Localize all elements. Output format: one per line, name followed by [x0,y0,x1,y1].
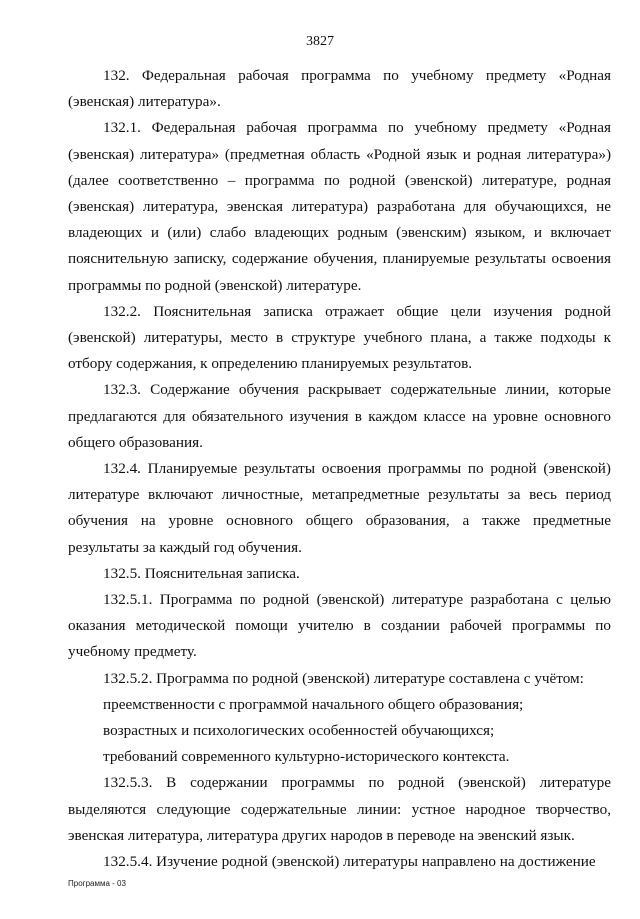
paragraph-132-2: 132.2. Пояснительная записка отражает общие цели изучения родной (эвенской) литературы, место в структуре учебного плана, а также подходы к отбору содержания, к определению планируемых результатов. [68,302,611,373]
paragraph-132-3: 132.3. Содержание обучения раскрывает содержательные линии, которые предлагаются для обязательного изучения в каждом классе на уровне основного общего образования. [68,381,611,451]
list-item: требований современного культурно-исторического контекста. [103,748,510,766]
list-item: преемственности с программой начального общего образования; [103,695,524,713]
paragraph-132-5: 132.5. Пояснительная записка. [103,564,300,582]
page-number: 3827 [306,34,334,49]
paragraph-132-5-2: 132.5.2. Программа по родной (эвенской) литературе составлена с учётом: [103,669,584,687]
paragraph-132-5-4: 132.5.4. Изучение родной (эвенской) литературы направлено на достижение [103,853,596,871]
paragraph-132: 132. Федеральная рабочая программа по учебному предмету «Родная (эвенская) литература». [68,67,611,111]
paragraph-132-5-1: 132.5.1. Программа по родной (эвенской) литературе разработана с целью оказания методической помощи учителю в создании рабочей программы по учебному предмету. [68,591,611,661]
paragraph-132-1: 132.1. Федеральная рабочая программа по учебному предмету «Родная (эвенская) литература» (предметная область «Родной язык и родная литература») (далее соответственно – программа по родной (эвенской) литературе, родная (эвенская) литература, эвенская литература) разработана для обучающихся, не владеющих и (или) слабо владеющих родным (эвенским) языком, и включает пояснительную записку, содержание обучения, планируемые результаты освоения программы по родной (эвенской) литературе. [68,119,611,294]
paragraph-132-5-3: 132.5.3. В содержании программы по родной (эвенской) литературе выделяются следующие содержательные линии: устное народное творчество, эвенская литература, литература других народов в переводе на эвенский язык. [68,774,611,844]
list-item: возрастных и психологических особенностей обучающихся; [103,722,495,740]
footer-label: Программа - 03 [68,879,126,888]
document-body [68,63,611,875]
paragraph-132-4: 132.4. Планируемые результаты освоения программы по родной (эвенской) литературе включают личностные, метапредметные результаты за весь период обучения на уровне основного общего образования, а также предметные результаты за каждый год обучения. [68,460,611,556]
